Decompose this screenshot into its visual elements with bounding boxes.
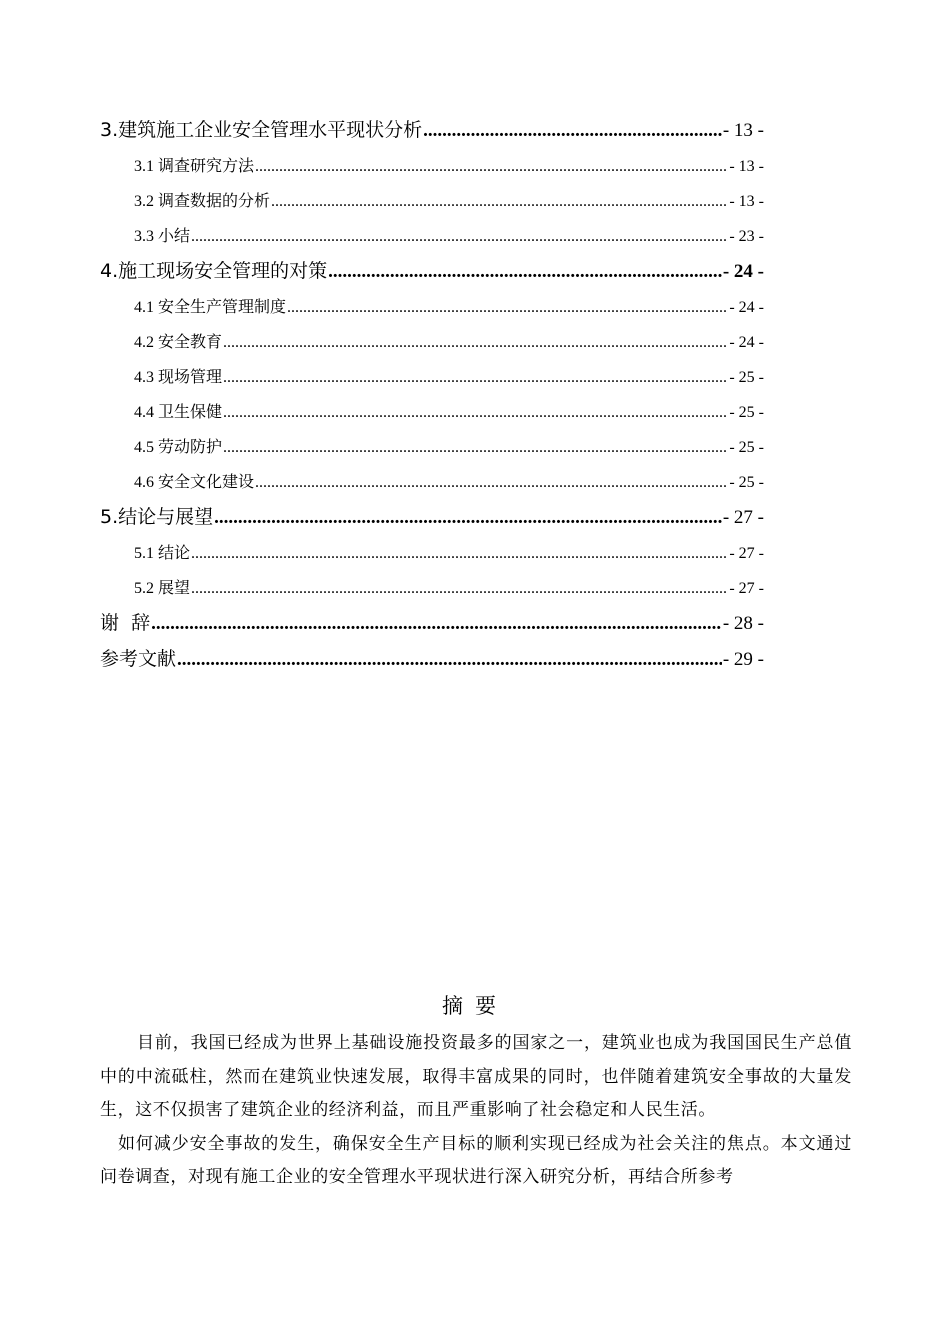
toc-entry-number: 3.2	[134, 193, 154, 210]
toc-entry-title: 卫生保健	[158, 402, 223, 421]
toc-entry-section-4-5[interactable]	[100, 429, 764, 464]
toc-dot-leader	[255, 149, 728, 184]
toc-entry-title: 调查研究方法	[158, 156, 255, 175]
toc-page-number: - 13 -	[722, 120, 764, 141]
toc-entry-number: 4.4	[134, 404, 154, 421]
toc-entry-title: 结论	[158, 543, 191, 562]
toc-dot-leader	[214, 500, 722, 536]
toc-dot-leader	[287, 290, 728, 325]
toc-entry-title: 安全生产管理制度	[158, 297, 287, 316]
abstract-paragraph: 目前，我国已经成为世界上基础设施投资最多的国家之一，建筑业也成为我国国民生产总值中的中流砥柱，然而在建筑业快速发展，取得丰富成果的同时，也伴随着建筑安全事故的大量发生，这不仅损害了建筑企业的经济利益，而且严重影响了社会稳定和人民生活。	[100, 1033, 852, 1120]
toc-entry-title: 谢 辞	[100, 612, 151, 634]
toc-entry-title: 3.建筑施工企业安全管理水平现状分析	[100, 119, 423, 141]
toc-dot-leader	[191, 536, 728, 571]
toc-entry-title: 5.结论与展望	[100, 506, 214, 528]
toc-page-number: - 27 -	[722, 507, 764, 528]
toc-page-number: - 24 -	[729, 334, 764, 351]
toc-entry-section-4-4[interactable]	[100, 394, 764, 429]
toc-entry-chapter-4[interactable]	[100, 253, 764, 289]
toc-entry-chapter-3[interactable]	[100, 112, 764, 148]
toc-entry-title: 小结	[158, 226, 191, 245]
toc-entry-number: 4.3	[134, 369, 154, 386]
toc-dot-leader	[177, 642, 722, 678]
toc-page-number: - 25 -	[729, 404, 764, 421]
toc-page-number: - 25 -	[729, 369, 764, 386]
toc-entry-section-3-3[interactable]	[100, 218, 764, 253]
toc-entry-section-5-2[interactable]	[100, 570, 764, 605]
toc-entry-title: 4.施工现场安全管理的对策	[100, 260, 328, 282]
toc-entry-section-5-1[interactable]	[100, 535, 764, 570]
toc-dot-leader	[191, 571, 728, 606]
abstract-body	[100, 1027, 852, 1195]
toc-dot-leader	[191, 219, 728, 254]
toc-entry-section-4-6[interactable]	[100, 464, 764, 499]
toc-page-number: - 27 -	[729, 580, 764, 597]
toc-entry-number: 3.1	[134, 158, 154, 175]
abstract-heading: 摘要	[442, 994, 508, 1018]
toc-dot-leader	[151, 606, 722, 642]
toc-entry-section-4-1[interactable]	[100, 289, 764, 324]
table-of-contents	[100, 112, 764, 677]
toc-dot-leader	[223, 325, 728, 360]
toc-page-number: - 24 -	[729, 299, 764, 316]
toc-entry-references[interactable]	[100, 641, 764, 677]
toc-entry-section-4-3[interactable]	[100, 359, 764, 394]
toc-entry-title: 展望	[158, 578, 191, 597]
abstract-paragraph: 如何减少安全事故的发生，确保安全生产目标的顺利实现已经成为社会关注的焦点。本文通过问卷调查，对现有施工企业的安全管理水平现状进行深入研究分析，再结合所参考	[100, 1133, 852, 1187]
toc-entry-title: 劳动防护	[158, 437, 223, 456]
toc-entry-number: 4.5	[134, 439, 154, 456]
toc-entry-section-3-1[interactable]	[100, 148, 764, 183]
toc-page-number: - 13 -	[729, 158, 764, 175]
toc-entry-number: 4.2	[134, 334, 154, 351]
toc-entry-title: 现场管理	[158, 367, 223, 386]
toc-entry-acknowledgements[interactable]	[100, 605, 764, 641]
toc-entry-number: 4.1	[134, 299, 154, 316]
toc-entry-title: 调查数据的分析	[158, 191, 271, 210]
toc-entry-chapter-5[interactable]	[100, 499, 764, 535]
toc-entry-number: 5.2	[134, 580, 154, 597]
toc-page-number: - 28 -	[722, 613, 764, 634]
toc-entry-number: 4.6	[134, 474, 154, 491]
toc-dot-leader	[255, 465, 728, 500]
toc-page-number: - 25 -	[729, 439, 764, 456]
toc-dot-leader	[328, 254, 722, 290]
toc-page-number: - 27 -	[729, 545, 764, 562]
toc-page-number: - 24 -	[722, 261, 764, 282]
toc-page-number: - 29 -	[722, 649, 764, 670]
toc-entry-title: 安全教育	[158, 332, 223, 351]
toc-page-number: - 25 -	[729, 474, 764, 491]
toc-entry-section-3-2[interactable]	[100, 183, 764, 218]
toc-dot-leader	[271, 184, 728, 219]
toc-page-number: - 13 -	[729, 193, 764, 210]
toc-dot-leader	[223, 430, 728, 465]
toc-dot-leader	[223, 395, 728, 430]
toc-page-number: - 23 -	[729, 228, 764, 245]
toc-entry-title: 参考文献	[100, 648, 177, 670]
toc-dot-leader	[223, 360, 728, 395]
toc-entry-title: 安全文化建设	[158, 472, 255, 491]
toc-dot-leader	[423, 113, 722, 149]
toc-entry-number: 3.3	[134, 228, 154, 245]
toc-entry-number: 5.1	[134, 545, 154, 562]
toc-entry-section-4-2[interactable]	[100, 324, 764, 359]
